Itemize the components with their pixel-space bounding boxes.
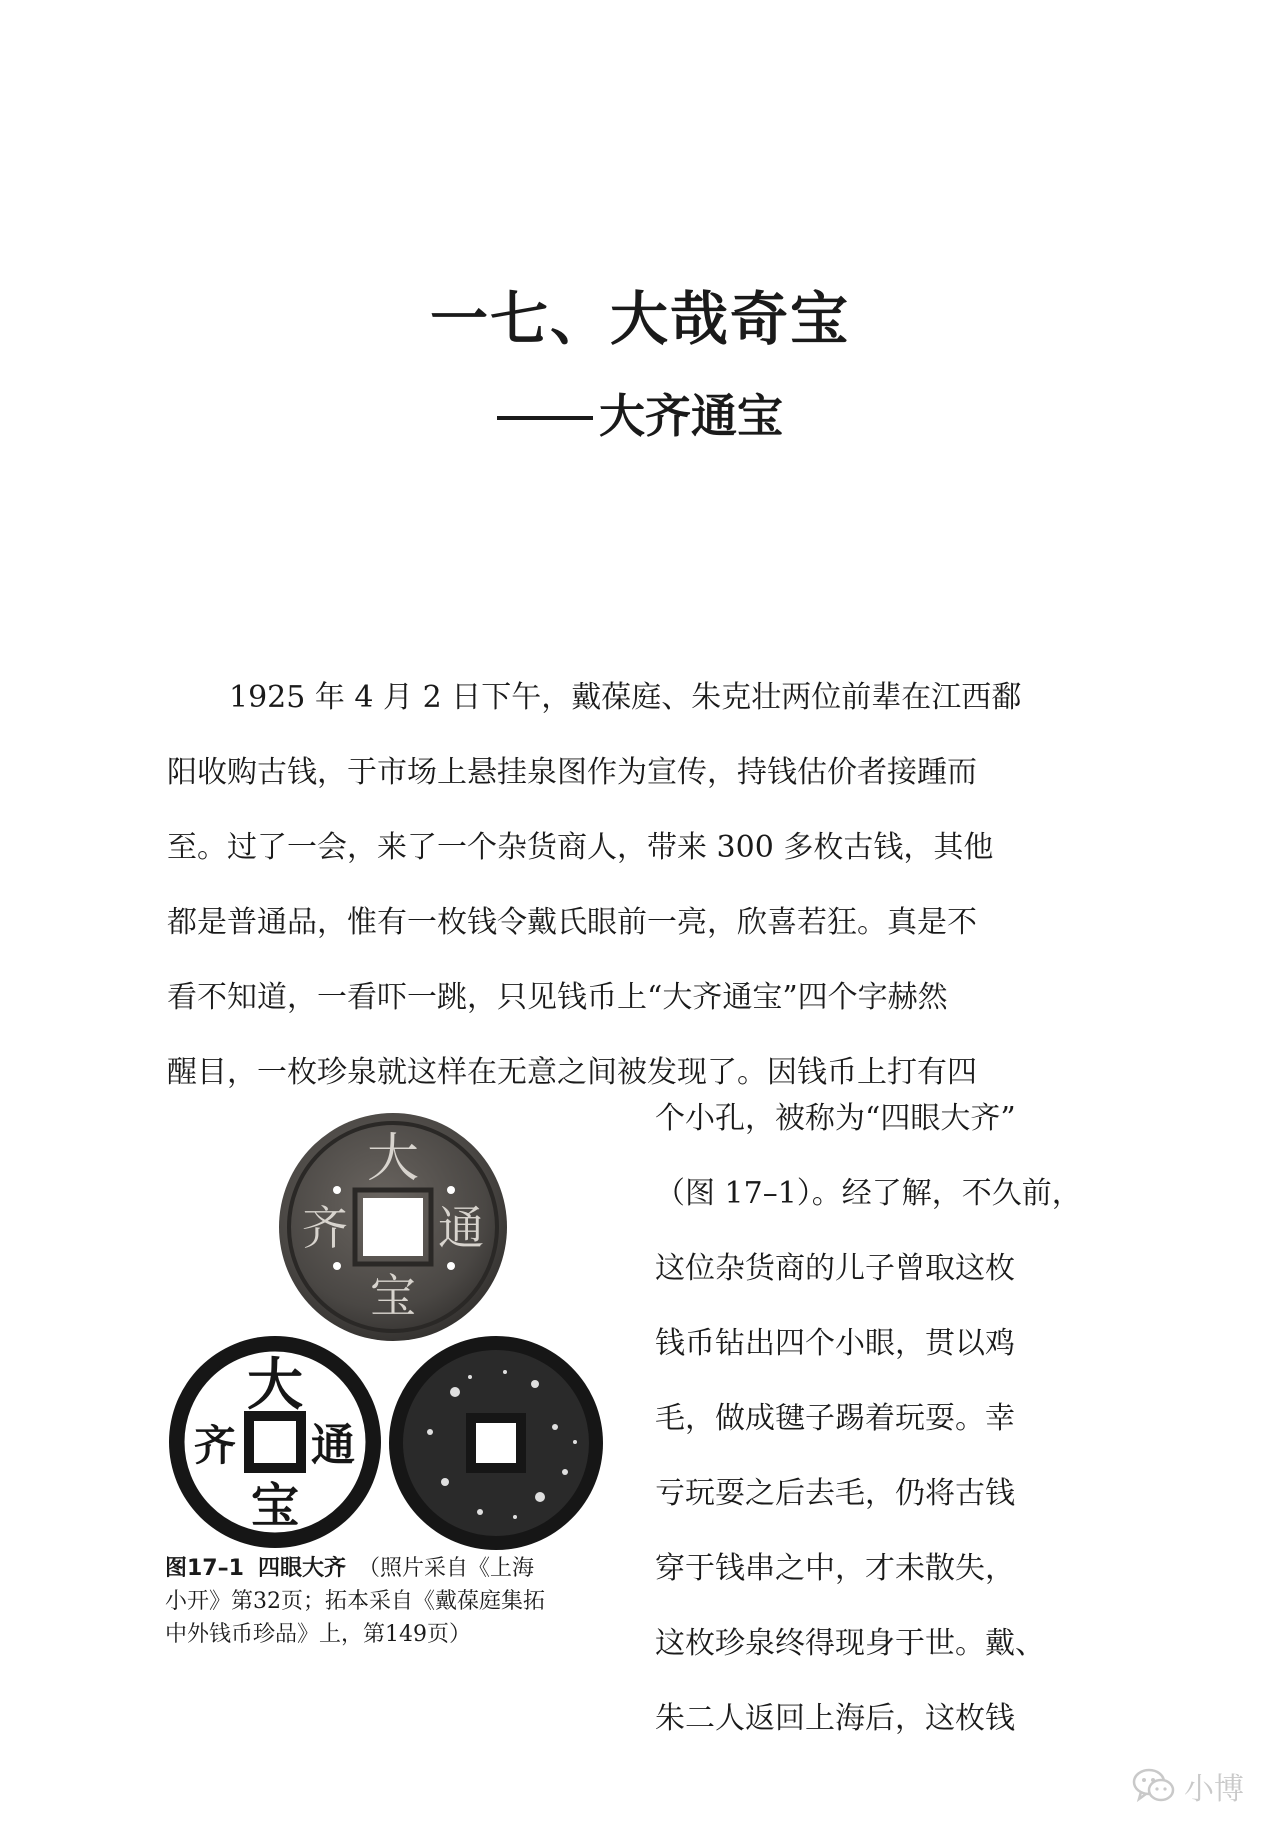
figure-caption <box>165 1552 625 1651</box>
subtitle-text: 大齐通宝 <box>599 389 783 443</box>
body-paragraph-side <box>655 1081 1082 1756</box>
text-line: 这位杂货商的儿子曾取这枚 <box>655 1251 1015 1286</box>
figure-note-1: （照片采自《上海 <box>357 1556 534 1581</box>
rubbing-char-left: 齐 <box>193 1421 237 1470</box>
text-line: 个小孔，被称为“四眼大齐” <box>655 1101 1016 1136</box>
chapter-subtitle <box>0 380 1280 446</box>
rubbing-char-top: 大 <box>247 1352 303 1418</box>
body-paragraph-top <box>167 660 1067 1110</box>
text-line: （图 17–1）。经了解，不久前， <box>655 1176 1082 1211</box>
em-dash-rule <box>497 416 593 420</box>
text-line: 钱币钻出四个小眼，贯以鸡 <box>655 1326 1015 1361</box>
rubbing-char-bottom: 宝 <box>250 1478 300 1534</box>
coin-char-top: 大 <box>366 1129 420 1189</box>
text-line: 醒目，一枚珍泉就这样在无意之间被发现了。因钱币上打有四 <box>167 1055 977 1090</box>
wechat-icon <box>1132 1767 1176 1805</box>
figure-note-3: 中外钱币珍品》上，第149页） <box>165 1622 471 1647</box>
coin-char-right: 通 <box>438 1201 484 1255</box>
text-line: 亏玩耍之后去毛，仍将古钱 <box>655 1476 1015 1511</box>
figure-name: 四眼大齐 <box>257 1556 346 1581</box>
text-line: 1925 年 4 月 2 日下午，戴葆庭、朱克壮两位前辈在江西鄱 <box>229 680 1022 715</box>
watermark <box>1132 1764 1244 1808</box>
figure-note-2: 小开》第32页；拓本采自《戴葆庭集拓 <box>165 1589 545 1614</box>
text-line: 这枚珍泉终得现身于世。戴、 <box>655 1626 1045 1661</box>
coin-photo <box>275 1108 511 1346</box>
figure-label: 图17–1 <box>165 1556 244 1581</box>
text-line: 朱二人返回上海后，这枚钱 <box>655 1701 1015 1736</box>
text-line: 阳收购古钱，于市场上悬挂泉图作为宣传，持钱估价者接踵而 <box>167 755 977 790</box>
coin-rubbing-reverse <box>385 1332 607 1554</box>
coin-char-bottom: 宝 <box>370 1269 416 1323</box>
watermark-text: 小博 <box>1184 1772 1244 1807</box>
coin-char-left: 齐 <box>302 1201 348 1255</box>
coin-figure <box>165 1108 615 1548</box>
text-line: 毛，做成毽子踢着玩耍。幸 <box>655 1401 1015 1436</box>
coin-rubbing-obverse <box>165 1332 385 1552</box>
text-line: 看不知道，一看吓一跳，只见钱币上“大齐通宝”四个字赫然 <box>167 980 948 1015</box>
text-line: 穿于钱串之中，才未散失， <box>655 1551 1015 1586</box>
text-line: 至。过了一会，来了一个杂货商人，带来 300 多枚古钱，其他 <box>167 830 994 865</box>
chapter-title: 一七、大哉奇宝 <box>429 285 850 353</box>
rubbing-char-right: 通 <box>311 1420 355 1471</box>
text-line: 都是普通品，惟有一枚钱令戴氏眼前一亮，欣喜若狂。真是不 <box>167 905 977 940</box>
caption-line-1 <box>165 1552 625 1585</box>
